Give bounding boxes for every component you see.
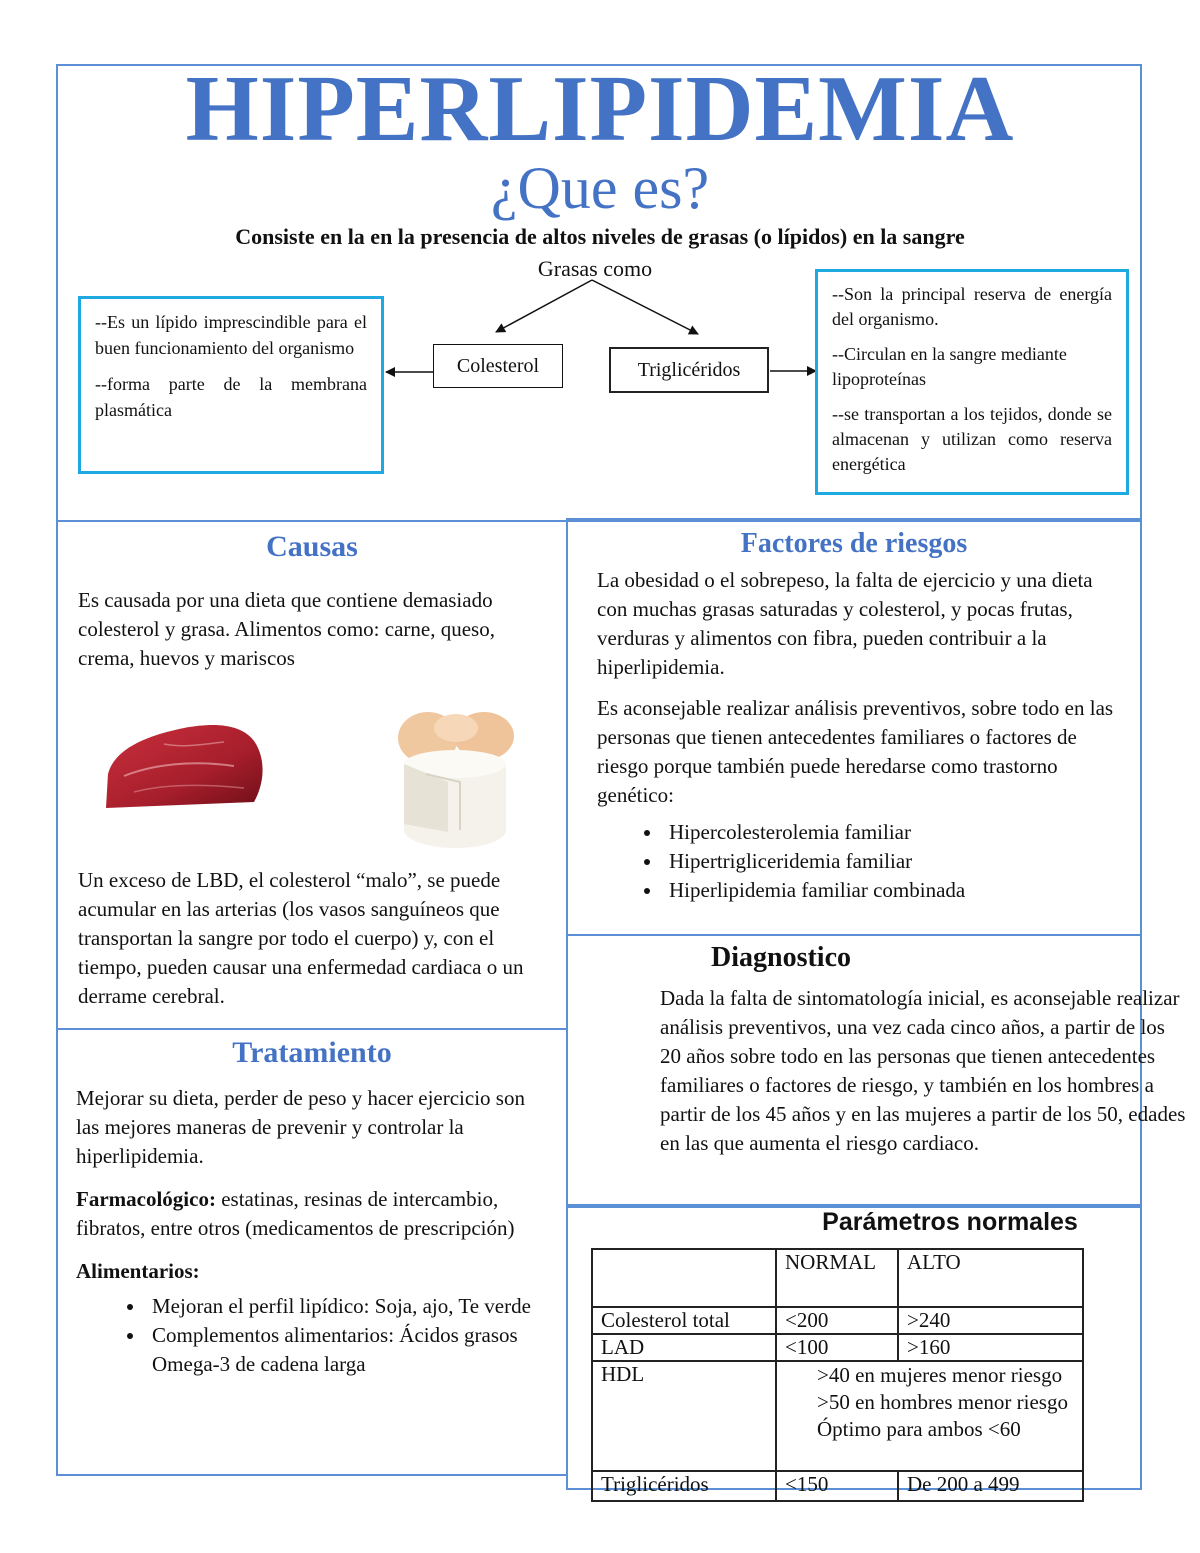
- diagnostico-title: Diagnostico: [711, 942, 851, 973]
- farmacologico-paragraph: [76, 1185, 546, 1243]
- factores-title: Factores de riesgos: [740, 528, 968, 559]
- causas-detail: Un exceso de LBD, el colesterol “malo”, se puede acumular en las arterias (los vasos sanguíneos que transportan la sangre por todo el cuerpo) y, con el tiempo, pueden causar una enfermedad cardiaca o un derrame cerebral.: [78, 868, 524, 1008]
- trigliceridos-label: Triglicéridos: [637, 359, 741, 381]
- alimentarios-list: [76, 1292, 546, 1379]
- diagnostico-text: Dada la falta de sintomatología inicial, es aconsejable realizar análisis preventivos, una vez cada cinco años, a partir de los 20 años sobre todo en las personas que tienen antecedentes familiares o factores de riesgo, y también en los hombres a partir de los 45 años y en las mujeres a partir de los 50, edades en las que aumenta el riesgo cardiaco.: [660, 986, 1186, 1155]
- tratamiento-title: Tratamiento: [232, 1036, 392, 1069]
- trigliceridos-note: --se transportan a los tejidos, donde se almacenan y utilizan como reserva energética: [832, 404, 1112, 474]
- trigliceridos-note: --Circulan en la sangre mediante lipoproteínas: [832, 344, 1067, 389]
- colesterol-note: --Es un lípido imprescindible para el buen funcionamiento del organismo: [95, 312, 367, 358]
- hdl-line: Óptimo para ambos <60: [817, 1417, 1021, 1441]
- list-item: • Mejoran el perfil lipídico: Soja, ajo, Te verde: [146, 1292, 546, 1321]
- factores-list: [593, 818, 1117, 905]
- causas-title: Causas: [266, 530, 358, 563]
- farmacologico-label: Farmacológico:: [76, 1187, 216, 1211]
- table-row: LAD <100 >160: [592, 1334, 1083, 1361]
- list-item: • Complementos alimentarios: Ácidos grasos Omega-3 de cadena larga: [146, 1321, 546, 1379]
- cheese-eggs-image: [398, 712, 514, 848]
- parametros-title: Parámetros normales: [822, 1208, 1078, 1236]
- parametros-table: [591, 1248, 1084, 1502]
- table-row: HDL >40 en mujeres menor riesgo >50 en hombres menor riesgo Óptimo para ambos <60: [592, 1361, 1083, 1471]
- trigliceridos-node: [609, 347, 769, 393]
- hdl-line: >40 en mujeres menor riesgo: [817, 1363, 1063, 1387]
- tratamiento-intro: Mejorar su dieta, perder de peso y hacer ejercicio son las mejores maneras de prevenir y controlar la hiperlipidemia.: [76, 1086, 525, 1168]
- hdl-line: >50 en hombres menor riesgo: [817, 1390, 1068, 1414]
- list-item: • Hipercolesterolemia familiar: [663, 818, 1117, 847]
- farmacologico-text: estatinas, resinas de intercambio, fibratos, entre otros (medicamentos de prescripción): [76, 1187, 515, 1240]
- arrow-to-colesterol: [496, 280, 592, 332]
- factores-body: [597, 566, 1117, 905]
- alimentarios-label: Alimentarios:: [76, 1259, 200, 1283]
- table-row: Colesterol total <200 >240: [592, 1307, 1083, 1334]
- arrow-to-trigliceridos: [592, 280, 698, 334]
- meat-image: [104, 714, 268, 810]
- page-subtitle: ¿Que es?: [490, 155, 710, 221]
- table-header-alto: ALTO: [898, 1249, 1083, 1307]
- page-title: HIPERLIPIDEMIA: [185, 57, 1015, 161]
- table-header-empty: [592, 1249, 776, 1307]
- definition-text: Consiste en la en la presencia de altos niveles de grasas (o lípidos) en la sangre: [235, 224, 965, 249]
- colesterol-notes-box: [78, 296, 384, 474]
- causas-intro: Es causada por una dieta que contiene demasiado colesterol y grasa. Alimentos como: carne, queso, crema, huevos y mariscos: [78, 588, 495, 670]
- trigliceridos-note: --Son la principal reserva de energía del organismo.: [832, 284, 1112, 329]
- table-row: Triglicéridos <150 De 200 a 499: [592, 1471, 1083, 1501]
- table-header-normal: NORMAL: [776, 1249, 898, 1307]
- colesterol-label: Colesterol: [456, 355, 540, 377]
- factores-paragraph-1: La obesidad o el sobrepeso, la falta de ejercicio y una dieta con muchas grasas saturadas y colesterol, y pocas frutas, verduras y alimentos con fibra, pueden contribuir a la hiperlipidemia.: [597, 568, 1093, 679]
- trigliceridos-notes-box: [815, 269, 1129, 495]
- factores-paragraph-2: Es aconsejable realizar análisis preventivos, sobre todo en las personas que tienen antecedentes familiares o factores de riesgo porque también puede heredarse como trastorno genético:: [597, 696, 1114, 807]
- tratamiento-body: [76, 1084, 546, 1379]
- colesterol-note: --forma parte de la membrana plasmática: [95, 374, 367, 420]
- colesterol-node: [433, 344, 563, 388]
- grasas-como-label: Grasas como: [537, 256, 653, 281]
- list-item: • Hipertrigliceridemia familiar: [663, 847, 1117, 876]
- list-item: • Hiperlipidemia familiar combinada: [663, 876, 1117, 905]
